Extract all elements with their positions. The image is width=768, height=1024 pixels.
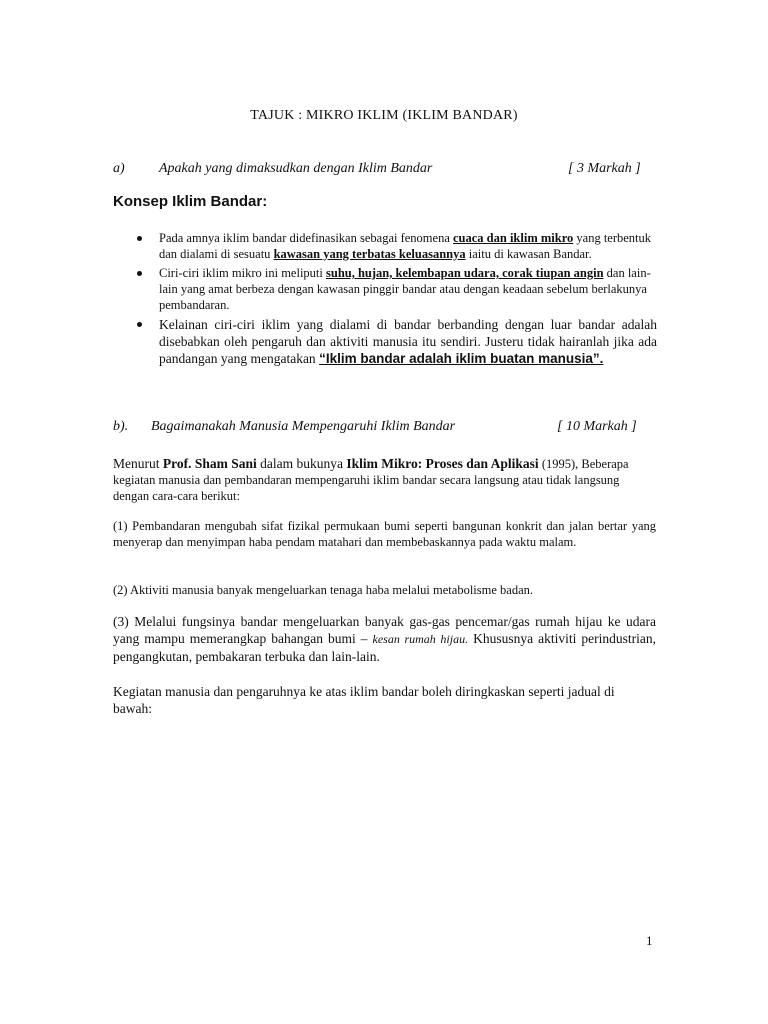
- question-a-text: Apakah yang dimaksudkan dengan Iklim Bandar: [159, 161, 433, 176]
- intro-book-title: Iklim Mikro: Proses dan Aplikasi: [346, 456, 539, 471]
- question-b-label: b).: [113, 419, 129, 434]
- question-b-text: Bagaimanakah Manusia Mempengaruhi Iklim Bandar: [151, 419, 456, 434]
- section-heading: Konsep Iklim Bandar:: [113, 193, 268, 210]
- point-3-italic: kesan rumah hijau.: [372, 632, 469, 646]
- bullet-1-keyword-2: kawasan yang terbatas keluasannya: [273, 247, 466, 261]
- intro-text-2: dalam bukunya: [256, 456, 347, 471]
- point-3: [113, 613, 656, 665]
- intro-text-3: (1995), Beberapa kegiatan manusia dan pembandaran mempengaruhi iklim bandar secara langsung atau tidak langsung dengan cara-cara berikut:: [113, 457, 629, 503]
- bullet-1-text-2: yang terbentuk dan dialami di sesuatu: [159, 231, 652, 261]
- bullet-2-text: Ciri-ciri iklim mikro ini meliputi: [159, 266, 326, 280]
- bullet-item-2: [159, 265, 657, 313]
- bullet-1-text-3: iaitu di kawasan Bandar.: [465, 247, 592, 261]
- bullet-3-text: Kelainan ciri-ciri iklim yang dialami di bandar berbanding dengan luar bandar adalah disebabkan oleh pengaruh dan aktiviti manusia itu sendiri. Justeru tidak hairanlah jika ada pandangan yang mengatakan: [159, 317, 657, 366]
- point-3-text-2: Khususnya aktiviti perindustrian, pengangkutan, pembakaran terbuka dan lain-lain.: [113, 631, 656, 664]
- bullet-2-keyword: suhu, hujan, kelembapan udara, corak tiupan angin: [326, 266, 604, 280]
- bullet-1-text: Pada amnya iklim bandar didefinasikan sebagai fenomena: [159, 231, 453, 245]
- bullet-3-quote: “Iklim bandar adalah iklim buatan manusia”.: [319, 351, 604, 366]
- bullet-2-text-2: dan lain-lain yang amat berbeza dengan kawasan pinggir bandar atau dengan keadaan sebelum berlakunya pembandaran.: [159, 266, 651, 312]
- bullet-item-3: [159, 316, 657, 367]
- intro-author: Prof. Sham Sani: [162, 456, 257, 471]
- question-b-marks: [ 10 Markah ]: [557, 419, 637, 434]
- question-a-label: a): [113, 161, 125, 176]
- bullet-item-1: [159, 230, 657, 262]
- point-1: (1) Pembandaran mengubah sifat fizikal permukaan bumi seperti bangunan konkrit dan jalan bertar yang menyerap dan menyimpan haba pendam matahari dan membebaskannya pada waktu malam.: [113, 519, 656, 549]
- intro-paragraph: [113, 455, 656, 504]
- concept-bullet-list: [159, 230, 657, 370]
- intro-text: Menurut: [113, 456, 163, 471]
- point-3-text: (3) Melalui fungsinya bandar mengeluarkan banyak gas-gas pencemar/gas rumah hijau ke udara yang mampu memerangkap bahangan bumi –: [113, 614, 656, 646]
- closing-paragraph: Kegiatan manusia dan pengaruhnya ke atas iklim bandar boleh diringkaskan seperti jadual di bawah:: [113, 684, 615, 716]
- question-a-marks: [ 3 Markah ]: [568, 161, 641, 176]
- point-2: (2) Aktiviti manusia banyak mengeluarkan tenaga haba melalui metabolisme badan.: [113, 583, 534, 597]
- page-number: 1: [646, 933, 653, 948]
- bullet-1-keyword-1: cuaca dan iklim mikro: [453, 231, 574, 245]
- document-title: TAJUK : MIKRO IKLIM (IKLIM BANDAR): [250, 108, 518, 123]
